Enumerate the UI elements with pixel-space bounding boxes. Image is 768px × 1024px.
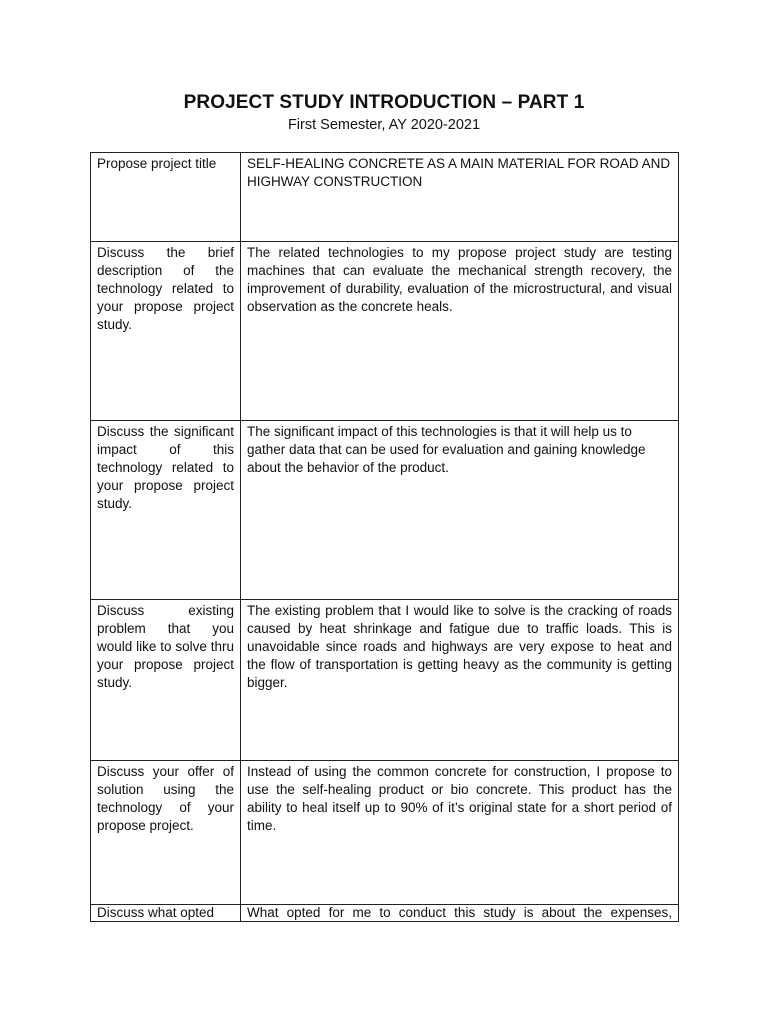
table-row xyxy=(91,600,679,761)
row-label-project-title: Propose project title xyxy=(91,153,241,242)
row-content-significant-impact: The significant impact of this technologies is that it will help us to gather data that can be used for evaluation and gaining knowledge about the behavior of the product. xyxy=(241,421,679,600)
row-label-significant-impact: Discuss the significant impact of this technology related to your propose project study. xyxy=(91,421,241,600)
table-row xyxy=(91,421,679,600)
row-content-offer-of-solution: Instead of using the common concrete for construction, I propose to use the self-healing product or bio concrete. This product has the ability to heal itself up to 90% of it’s original state for a short period of time. xyxy=(241,761,679,905)
row-label-technology-description: Discuss the brief description of the technology related to your propose project study. xyxy=(91,242,241,421)
table-row xyxy=(91,905,679,922)
document-title: PROJECT STUDY INTRODUCTION – PART 1 xyxy=(183,92,585,113)
table-row xyxy=(91,242,679,421)
row-label-existing-problem: Discuss existing problem that you would like to solve thru your propose project study. xyxy=(91,600,241,761)
table-row xyxy=(91,153,679,242)
project-intro-table xyxy=(90,152,679,922)
row-label-what-opted: Discuss what opted xyxy=(91,905,241,922)
row-label-offer-of-solution: Discuss your offer of solution using the technology of your propose project. xyxy=(91,761,241,905)
document-subtitle: First Semester, AY 2020-2021 xyxy=(287,117,481,133)
row-content-project-title: SELF-HEALING CONCRETE AS A MAIN MATERIAL FOR ROAD AND HIGHWAY CONSTRUCTION xyxy=(241,153,679,242)
row-content-existing-problem: The existing problem that I would like to solve is the cracking of roads caused by heat shrinkage and fatigue due to traffic loads. This is unavoidable since roads and highways are very expose to heat and the flow of transportation is getting heavy as the community is getting bigger. xyxy=(241,600,679,761)
row-content-what-opted: What opted for me to conduct this study is about the expenses, xyxy=(241,905,679,922)
row-content-technology-description: The related technologies to my propose project study are testing machines that can evaluate the mechanical strength recovery, the improvement of durability, evaluation of the microstructural, and visual observation as the concrete heals. xyxy=(241,242,679,421)
table-row xyxy=(91,761,679,905)
